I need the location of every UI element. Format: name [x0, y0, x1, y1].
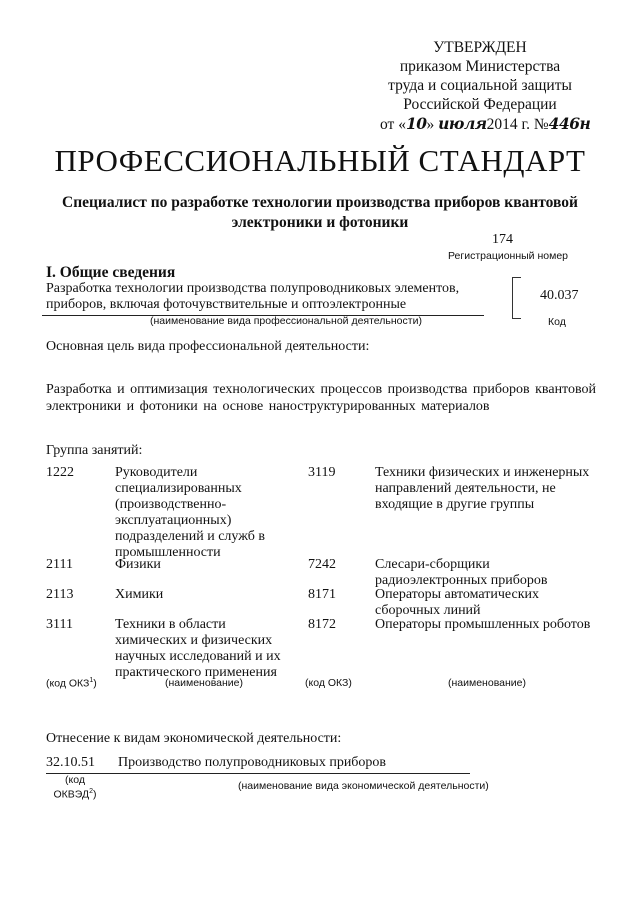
okved-code-caption: [50, 774, 100, 801]
handwritten-day: 10: [405, 114, 427, 133]
economic-name-caption: (наименование вида экономической деятельности): [238, 780, 489, 792]
occ-name: Техники физических и инженерных направлений деятельности, не входящие в другие группы: [375, 465, 590, 512]
caption-line-2: [50, 786, 100, 801]
occ-code: 2113: [46, 587, 74, 602]
occ-name-caption-right: (наименование): [448, 677, 526, 689]
registration-number: 174: [492, 232, 513, 247]
approval-line-1: приказом Министерства: [399, 58, 561, 75]
code-caption: Код: [548, 316, 566, 328]
occ-name: Операторы автоматических сборочных линий: [375, 587, 539, 618]
occ-code: 3111: [46, 617, 73, 632]
goal-label: Основная цель вида профессиональной деятельности:: [46, 339, 370, 354]
occ-code: 3119: [308, 465, 336, 480]
approval-date: [380, 114, 591, 134]
section-title: I. Общие сведения: [46, 264, 176, 281]
occ-code: 1222: [46, 465, 74, 480]
economic-label: Отнесение к видам экономической деятельности:: [46, 731, 342, 746]
document-title: ПРОФЕССИОНАЛЬНЫЙ СТАНДАРТ: [54, 143, 586, 178]
okz-code-caption-right: (код ОКЗ): [305, 677, 352, 689]
footnote-ref: 2: [89, 788, 93, 795]
goal-text: Разработка и оптимизация технологических процессов производства приборов квантовой электроники и фотоники на основе наноструктурированных материалов: [46, 382, 596, 414]
occ-name: Химики: [115, 587, 164, 602]
approval-title: УТВЕРЖДЕН: [433, 39, 527, 56]
occ-code: 2111: [46, 557, 73, 572]
approval-line-3: Российской Федерации: [403, 96, 557, 113]
caption-text: (код ОКЗ: [46, 677, 90, 690]
date-mid: »: [426, 116, 439, 133]
document-subtitle: Специалист по разработке технологии производства приборов квантовой электроники и фотоники: [62, 194, 578, 231]
occ-name: Слесари-сборщики радиоэлектронных приборов: [375, 557, 548, 588]
footnote-ref: 1: [89, 677, 94, 684]
approval-line-2: труда и социальной защиты: [388, 77, 572, 94]
occ-name-caption: (наименование): [165, 677, 243, 689]
code-bracket: [512, 277, 521, 319]
economic-name: Производство полупроводниковых приборов: [118, 755, 387, 770]
occ-code: 8172: [308, 617, 336, 632]
handwritten-month: июля: [438, 114, 487, 133]
activity-name: Разработка технологии производства полупроводниковых элементов, приборов, включая фоточувствительные и оптоэлектронные: [46, 281, 460, 312]
activity-caption: (наименование вида профессиональной деятельности): [150, 315, 422, 327]
caption-end: ): [93, 788, 97, 801]
caption-line-1: (код: [65, 774, 85, 786]
occ-code: 7242: [308, 557, 336, 572]
occ-code: 8171: [308, 587, 336, 602]
caption-end: ): [93, 677, 97, 690]
okz-code-caption: [46, 677, 97, 690]
occ-name: Техники в области химических и физических научных исследований и их практического применения: [115, 617, 281, 680]
economic-underline: [46, 773, 470, 774]
date-prefix: от «: [380, 116, 406, 133]
activity-code: 40.037: [540, 288, 579, 303]
registration-label: Регистрационный номер: [448, 250, 568, 262]
approval-block: [380, 38, 591, 134]
date-year: 2014 г. №: [486, 116, 549, 133]
occupation-group-label: Группа занятий:: [46, 443, 143, 458]
occ-name: Руководители специализированных (производственно-эксплуатационных) подразделений и служб в промышленности: [115, 465, 265, 560]
occ-name: Физики: [115, 557, 161, 572]
economic-code: 32.10.51: [46, 755, 95, 770]
caption-text: ОКВЭД: [53, 788, 90, 801]
occ-name: Операторы промышленных роботов: [375, 617, 591, 632]
handwritten-number: 446н: [548, 114, 591, 133]
